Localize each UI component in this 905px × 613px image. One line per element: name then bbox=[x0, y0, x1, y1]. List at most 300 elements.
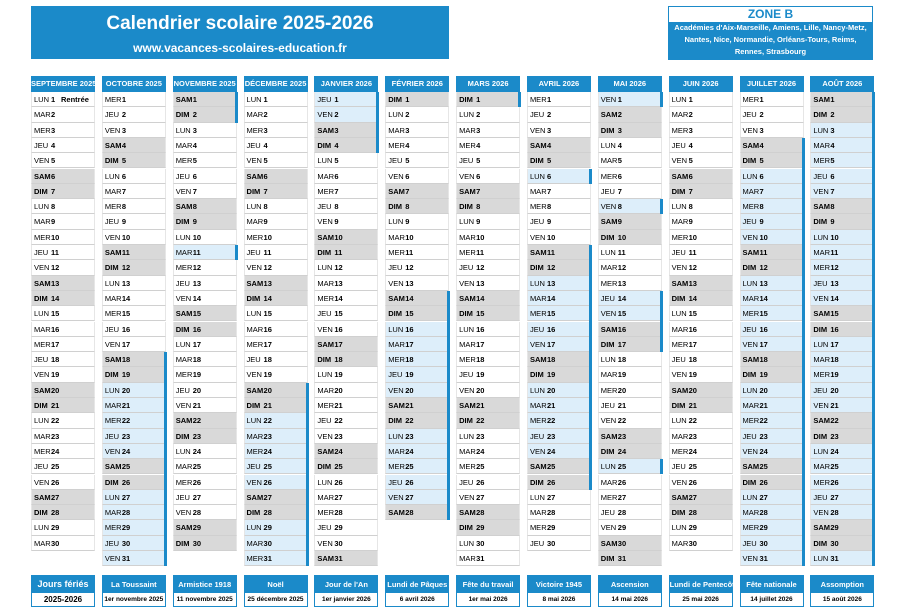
weekday-label: MAR bbox=[246, 431, 264, 441]
day-number: 13 bbox=[546, 278, 556, 288]
day-number: 11 bbox=[759, 248, 768, 257]
day-cell bbox=[527, 536, 591, 551]
day-cell bbox=[669, 199, 733, 214]
day-cell bbox=[314, 153, 378, 168]
day-cell bbox=[385, 276, 449, 291]
title-banner bbox=[31, 6, 449, 59]
holiday-date: 25 mai 2026 bbox=[670, 593, 732, 606]
day-number: 14 bbox=[263, 293, 272, 303]
day-cell bbox=[385, 413, 449, 428]
day-cell bbox=[810, 92, 874, 107]
day-cell bbox=[527, 444, 591, 459]
day-cell bbox=[173, 184, 237, 199]
weekday-label: MAR bbox=[529, 508, 547, 518]
day-cell bbox=[810, 107, 874, 122]
weekday-label: SAM bbox=[34, 171, 51, 181]
page-title: Calendrier scolaire 2025-2026 bbox=[106, 13, 374, 34]
weekday-label: MAR bbox=[104, 401, 122, 410]
day-cell bbox=[810, 291, 874, 306]
day-number: 12 bbox=[617, 263, 627, 273]
day-cell bbox=[102, 505, 166, 520]
weekday-label: JEU bbox=[600, 508, 615, 518]
weekday-label: SAM bbox=[813, 202, 831, 212]
day-cell bbox=[102, 107, 166, 122]
weekday-label: MER bbox=[742, 523, 760, 533]
day-cell bbox=[669, 536, 733, 551]
day-number: 8 bbox=[546, 202, 552, 212]
weekday-label: JEU bbox=[317, 416, 332, 426]
day-number: 4 bbox=[121, 140, 127, 150]
weekday-label: MAR bbox=[34, 538, 51, 548]
weekday-label: MER bbox=[813, 477, 831, 487]
day-cell bbox=[102, 153, 166, 168]
weekday-label: SAM bbox=[246, 492, 264, 502]
weekday-label: DIM bbox=[813, 217, 828, 227]
day-cell bbox=[669, 92, 733, 107]
weekday-label: DIM bbox=[175, 431, 190, 441]
weekday-label: LUN bbox=[813, 339, 829, 349]
weekday-label: SAM bbox=[529, 355, 547, 365]
weekday-label: VEN bbox=[742, 125, 758, 135]
weekday-label: DIM bbox=[742, 156, 757, 166]
weekday-label: LUN bbox=[317, 477, 333, 487]
weekday-label: LUN bbox=[388, 431, 404, 441]
day-number: 24 bbox=[51, 446, 60, 456]
weekday-label: SAM bbox=[317, 554, 335, 563]
day-number: 21 bbox=[334, 401, 343, 410]
day-number: 13 bbox=[688, 278, 697, 288]
day-cell bbox=[740, 398, 804, 413]
day-cell bbox=[669, 490, 733, 505]
day-number: 4 bbox=[759, 140, 764, 150]
day-number: 10 bbox=[121, 232, 131, 242]
day-cell bbox=[173, 199, 237, 214]
weekday-label: VEN bbox=[104, 339, 121, 349]
day-cell bbox=[598, 444, 662, 459]
weekday-label: MER bbox=[529, 202, 547, 212]
day-cell bbox=[669, 260, 733, 275]
day-number: 24 bbox=[476, 446, 485, 456]
day-cell bbox=[31, 367, 95, 382]
day-cell bbox=[314, 214, 378, 229]
day-cell bbox=[173, 413, 237, 428]
month-column bbox=[102, 76, 166, 566]
day-number: 17 bbox=[334, 339, 343, 349]
day-number: 30 bbox=[51, 538, 60, 548]
day-number: 27 bbox=[546, 492, 556, 502]
day-number: 16 bbox=[405, 324, 414, 334]
weekday-label: LUN bbox=[175, 125, 191, 135]
weekday-label: JEU bbox=[104, 538, 120, 548]
vacation-bar bbox=[235, 92, 238, 123]
day-number: 16 bbox=[334, 324, 343, 334]
day-number: 5 bbox=[617, 156, 622, 166]
day-number: 3 bbox=[546, 125, 552, 135]
day-number: 15 bbox=[476, 309, 485, 319]
weekday-label: MAR bbox=[388, 125, 405, 135]
day-cell bbox=[102, 92, 166, 107]
weekday-label: JEU bbox=[459, 263, 474, 273]
day-cell bbox=[385, 398, 449, 413]
month-header: JANVIER 2026 bbox=[314, 76, 378, 92]
day-cell bbox=[598, 199, 662, 214]
day-cell bbox=[810, 551, 874, 566]
weekday-label: DIM bbox=[529, 263, 544, 273]
weekday-label: MER bbox=[104, 416, 122, 426]
day-number: 6 bbox=[546, 171, 552, 181]
day-cell bbox=[456, 475, 520, 490]
weekday-label: MER bbox=[246, 554, 264, 563]
weekday-label: JEU bbox=[459, 370, 474, 380]
day-cell bbox=[385, 429, 449, 444]
public-holiday-item bbox=[244, 575, 308, 607]
day-cell bbox=[314, 306, 378, 321]
day-cell bbox=[385, 322, 449, 337]
vacation-bar bbox=[660, 291, 663, 352]
day-cell bbox=[314, 520, 378, 535]
weekday-label: SAM bbox=[671, 171, 689, 181]
weekday-label: VEN bbox=[246, 477, 262, 487]
weekday-label: SAM bbox=[34, 278, 51, 288]
day-cell bbox=[740, 123, 804, 138]
day-cell bbox=[102, 383, 166, 398]
day-cell bbox=[669, 306, 733, 321]
weekday-label: LUN bbox=[671, 309, 687, 319]
public-holiday-item bbox=[385, 575, 449, 607]
weekday-label: VEN bbox=[317, 431, 333, 441]
day-cell bbox=[244, 536, 308, 551]
day-cell bbox=[102, 352, 166, 367]
day-number: 16 bbox=[192, 324, 202, 334]
weekday-label: MER bbox=[813, 370, 831, 380]
weekday-label: LUN bbox=[246, 95, 262, 104]
weekday-label: SAM bbox=[104, 355, 122, 365]
day-cell bbox=[598, 138, 662, 153]
day-cell bbox=[669, 383, 733, 398]
day-number: 18 bbox=[121, 355, 131, 365]
weekday-label: MER bbox=[671, 339, 689, 349]
day-cell bbox=[740, 337, 804, 352]
weekday-label: JEU bbox=[388, 370, 403, 380]
day-number: 1 bbox=[405, 95, 410, 104]
day-number: 16 bbox=[51, 324, 60, 334]
weekday-label: DIM bbox=[34, 186, 48, 196]
day-cell bbox=[314, 475, 378, 490]
day-cell bbox=[244, 214, 308, 229]
weekday-label: SAM bbox=[671, 385, 689, 395]
day-number: 8 bbox=[192, 202, 197, 212]
day-note: Rentrée bbox=[61, 95, 89, 104]
weekday-label: JEU bbox=[742, 324, 757, 334]
day-number: 8 bbox=[121, 202, 127, 212]
weekday-label: MER bbox=[459, 355, 476, 365]
month-header: OCTOBRE 2025 bbox=[102, 76, 166, 92]
weekday-label: LUN bbox=[104, 171, 120, 181]
zone-info bbox=[668, 6, 873, 60]
holiday-name: Victoire 1945 bbox=[528, 576, 590, 593]
day-cell bbox=[173, 536, 237, 551]
vacation-bar bbox=[660, 459, 663, 474]
day-cell bbox=[173, 352, 237, 367]
weekday-label: VEN bbox=[742, 339, 758, 349]
day-cell bbox=[527, 520, 591, 535]
holiday-date: 15 août 2026 bbox=[811, 593, 873, 606]
day-cell bbox=[102, 230, 166, 245]
day-cell bbox=[527, 214, 591, 229]
day-cell bbox=[102, 536, 166, 551]
day-number: 28 bbox=[263, 508, 272, 518]
weekday-label: JEU bbox=[175, 171, 190, 181]
vacation-bar bbox=[235, 245, 238, 260]
day-cell bbox=[314, 169, 378, 184]
day-cell bbox=[385, 444, 449, 459]
month-header: SEPTEMBRE 2025 bbox=[31, 76, 95, 92]
day-number: 11 bbox=[51, 248, 59, 257]
day-number: 8 bbox=[476, 202, 481, 212]
day-cell bbox=[456, 551, 520, 566]
day-cell bbox=[740, 199, 804, 214]
day-cell bbox=[244, 199, 308, 214]
day-number: 6 bbox=[688, 171, 693, 181]
day-number: 13 bbox=[617, 278, 627, 288]
day-number: 22 bbox=[51, 416, 60, 426]
weekday-label: VEN bbox=[742, 446, 758, 456]
day-number: 6 bbox=[51, 171, 56, 181]
weekday-label: SAM bbox=[813, 523, 831, 533]
weekday-label: MER bbox=[175, 263, 193, 273]
day-number: 18 bbox=[546, 355, 556, 365]
day-number: 20 bbox=[546, 385, 556, 395]
day-number: 8 bbox=[51, 202, 56, 212]
day-cell bbox=[810, 230, 874, 245]
day-cell bbox=[669, 413, 733, 428]
day-number: 19 bbox=[405, 370, 414, 380]
day-cell bbox=[173, 123, 237, 138]
day-cell bbox=[173, 230, 237, 245]
weekday-label: VEN bbox=[742, 554, 758, 563]
weekday-label: MER bbox=[600, 278, 618, 288]
day-number: 10 bbox=[759, 232, 768, 242]
day-cell bbox=[244, 322, 308, 337]
weekday-label: MAR bbox=[742, 401, 760, 410]
day-number: 30 bbox=[759, 538, 768, 548]
weekday-label: SAM bbox=[742, 355, 760, 365]
day-number: 28 bbox=[830, 508, 839, 518]
weekday-label: SAM bbox=[600, 431, 618, 441]
weekday-label: JEU bbox=[104, 217, 120, 227]
day-cell bbox=[598, 413, 662, 428]
day-cell bbox=[314, 276, 378, 291]
day-cell bbox=[244, 138, 308, 153]
day-number: 29 bbox=[688, 523, 697, 533]
day-number: 25 bbox=[617, 462, 627, 472]
day-cell bbox=[31, 107, 95, 122]
day-cell bbox=[810, 199, 874, 214]
day-cell bbox=[314, 551, 378, 566]
weekday-label: LUN bbox=[175, 446, 191, 456]
vacation-bar bbox=[660, 92, 663, 107]
day-cell bbox=[31, 306, 95, 321]
day-cell bbox=[527, 138, 591, 153]
day-number: 24 bbox=[617, 446, 627, 456]
day-cell bbox=[244, 107, 308, 122]
day-cell bbox=[527, 337, 591, 352]
day-number: 15 bbox=[546, 309, 556, 319]
day-cell bbox=[456, 398, 520, 413]
day-number: 14 bbox=[617, 293, 627, 303]
day-cell bbox=[385, 169, 449, 184]
day-number: 21 bbox=[476, 401, 485, 410]
weekday-label: SAM bbox=[529, 462, 547, 472]
day-cell bbox=[669, 169, 733, 184]
vacation-bar bbox=[589, 169, 592, 184]
day-cell bbox=[456, 520, 520, 535]
weekday-label: MAR bbox=[388, 339, 405, 349]
weekday-label: DIM bbox=[459, 309, 473, 319]
day-number: 30 bbox=[830, 538, 839, 548]
day-number: 10 bbox=[192, 232, 202, 242]
day-number: 5 bbox=[830, 156, 835, 166]
public-holiday-item bbox=[598, 575, 662, 607]
weekday-label: LUN bbox=[600, 355, 616, 365]
weekday-label: MER bbox=[671, 125, 689, 135]
weekday-label: MAR bbox=[671, 110, 689, 120]
day-cell bbox=[244, 490, 308, 505]
holiday-date: 1er mai 2026 bbox=[457, 593, 519, 606]
day-cell bbox=[456, 92, 520, 107]
weekday-label: LUN bbox=[34, 523, 50, 533]
day-cell bbox=[385, 138, 449, 153]
day-number: 29 bbox=[263, 523, 272, 533]
day-cell bbox=[314, 490, 378, 505]
day-number: 26 bbox=[759, 477, 768, 487]
month-column bbox=[669, 76, 733, 566]
month-column bbox=[810, 76, 874, 566]
weekday-label: LUN bbox=[34, 202, 50, 212]
day-cell bbox=[385, 306, 449, 321]
day-cell bbox=[244, 169, 308, 184]
day-number: 25 bbox=[688, 462, 697, 472]
day-cell bbox=[740, 490, 804, 505]
day-cell bbox=[173, 92, 237, 107]
day-cell bbox=[740, 429, 804, 444]
weekday-label: DIM bbox=[388, 95, 402, 104]
weekday-label: MER bbox=[34, 125, 51, 135]
day-number: 19 bbox=[51, 370, 60, 380]
weekday-label: MER bbox=[742, 95, 760, 104]
day-number: 28 bbox=[51, 508, 60, 518]
day-cell bbox=[527, 352, 591, 367]
weekday-label: JEU bbox=[529, 538, 545, 548]
day-cell bbox=[527, 322, 591, 337]
weekday-label: SAM bbox=[600, 217, 618, 227]
day-number: 15 bbox=[51, 309, 60, 319]
month-header: JUIN 2026 bbox=[669, 76, 733, 92]
day-number: 25 bbox=[334, 462, 343, 472]
day-cell bbox=[527, 276, 591, 291]
website-link[interactable]: www.vacances-scolaires-education.fr bbox=[133, 41, 347, 55]
day-number: 14 bbox=[688, 293, 697, 303]
day-number: 23 bbox=[476, 431, 485, 441]
weekday-label: JEU bbox=[529, 324, 545, 334]
weekday-label: VEN bbox=[175, 293, 192, 303]
day-number: 17 bbox=[405, 339, 414, 349]
day-number: 21 bbox=[263, 401, 272, 410]
day-number: 22 bbox=[405, 416, 414, 426]
weekday-label: MAR bbox=[175, 248, 193, 257]
weekday-label: SAM bbox=[813, 416, 831, 426]
holiday-date: 8 mai 2026 bbox=[528, 593, 590, 606]
day-number: 19 bbox=[476, 370, 485, 380]
day-cell bbox=[740, 184, 804, 199]
weekday-label: JEU bbox=[246, 355, 261, 365]
weekday-label: LUN bbox=[529, 385, 545, 395]
holiday-date: 14 mai 2026 bbox=[599, 593, 661, 606]
holiday-name: Ascension bbox=[599, 576, 661, 593]
day-cell bbox=[527, 383, 591, 398]
weekday-label: DIM bbox=[459, 416, 473, 426]
day-cell bbox=[385, 123, 449, 138]
day-cell bbox=[385, 260, 449, 275]
weekday-label: VEN bbox=[175, 401, 192, 410]
weekday-label: MAR bbox=[246, 110, 264, 120]
day-number: 29 bbox=[830, 523, 839, 533]
weekday-label: MER bbox=[246, 125, 264, 135]
day-number: 27 bbox=[334, 492, 343, 502]
day-number: 1 bbox=[688, 95, 693, 104]
weekday-label: JEU bbox=[388, 156, 403, 166]
weekday-label: JEU bbox=[388, 477, 403, 487]
day-cell bbox=[385, 291, 449, 306]
weekday-label: SAM bbox=[34, 492, 51, 502]
weekday-label: LUN bbox=[459, 217, 475, 227]
weekday-label: LUN bbox=[529, 492, 545, 502]
day-cell bbox=[669, 352, 733, 367]
day-cell bbox=[740, 352, 804, 367]
day-cell bbox=[527, 260, 591, 275]
weekday-label: LUN bbox=[34, 309, 50, 319]
day-number: 13 bbox=[121, 278, 131, 288]
day-cell bbox=[740, 367, 804, 382]
day-cell bbox=[456, 352, 520, 367]
day-cell bbox=[598, 459, 662, 474]
weekday-label: MER bbox=[246, 446, 264, 456]
day-cell bbox=[527, 245, 591, 260]
day-cell bbox=[314, 230, 378, 245]
month-header: MAI 2026 bbox=[598, 76, 662, 92]
day-number: 18 bbox=[263, 355, 272, 365]
weekday-label: SAM bbox=[459, 186, 476, 196]
weekday-label: DIM bbox=[34, 508, 48, 518]
weekday-label: JEU bbox=[600, 401, 615, 410]
weekday-label: SAM bbox=[175, 95, 193, 104]
day-cell bbox=[173, 337, 237, 352]
weekday-label: VEN bbox=[600, 309, 617, 319]
day-cell bbox=[740, 444, 804, 459]
day-number: 25 bbox=[546, 462, 556, 472]
day-number: 16 bbox=[121, 324, 131, 334]
day-cell bbox=[31, 398, 95, 413]
weekday-label: DIM bbox=[175, 217, 190, 227]
weekday-label: VEN bbox=[813, 508, 829, 518]
weekday-label: SAM bbox=[246, 171, 264, 181]
day-number: 11 bbox=[617, 248, 626, 257]
day-number: 14 bbox=[830, 293, 839, 303]
day-number: 1 bbox=[192, 95, 197, 104]
day-cell bbox=[598, 367, 662, 382]
day-number: 27 bbox=[476, 492, 485, 502]
day-number: 26 bbox=[476, 477, 485, 487]
